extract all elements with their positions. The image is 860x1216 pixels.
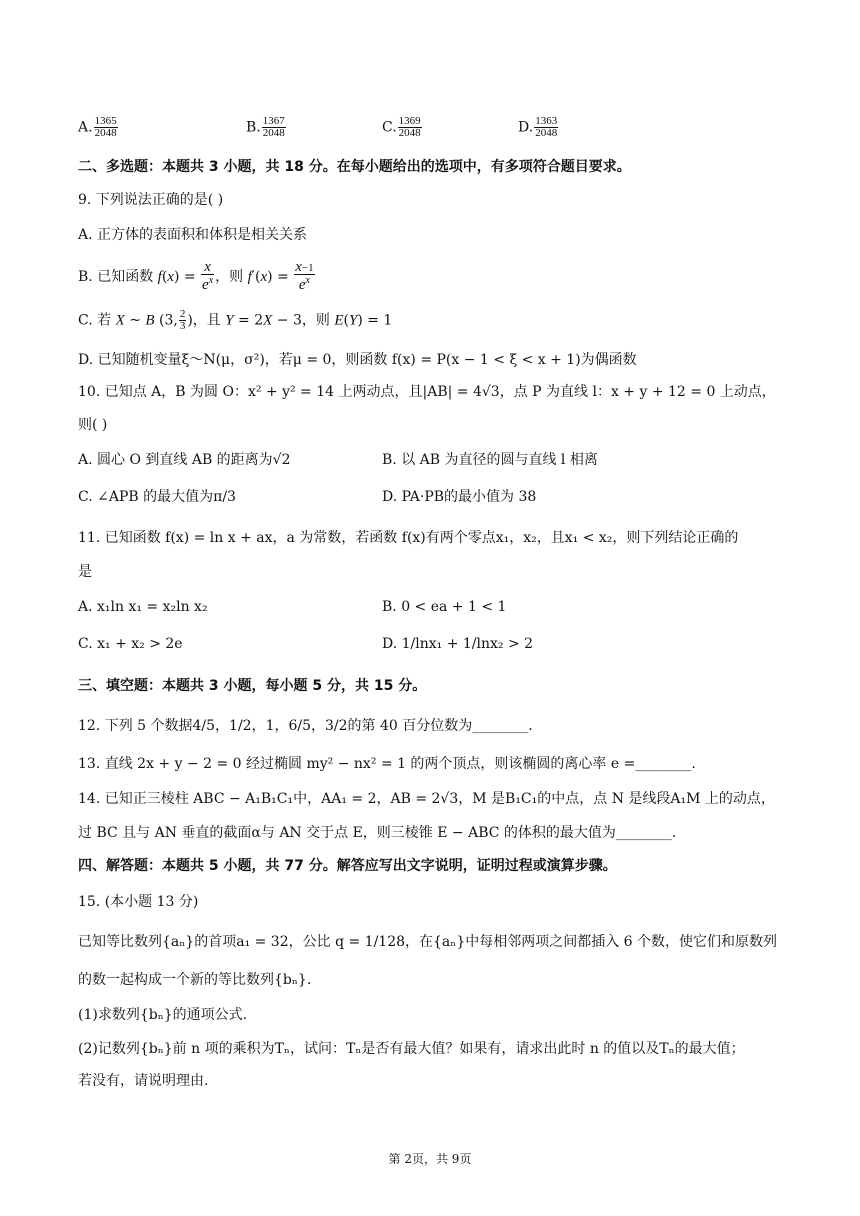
q8-option-d: D. $\frac{1363}{2048}$ [518, 115, 558, 139]
q10-option-c: C. ∠APB 的最大值为π/3 [78, 489, 236, 505]
q10-stem: 10. 已知点 A，B 为圆 O：x² + y² = 14 上两动点，且|AB| = 4√3，点 P 为直线 l：x + y + 12 = 0 上动点， [78, 384, 776, 400]
q10-row-1 [78, 450, 810, 470]
q15-title: 15. (本小题 13 分) [78, 894, 199, 910]
q15-line-2: 的数一起构成一个新的等比数列{bₙ}. [78, 972, 312, 988]
q14-line-2: 过 BC 且与 AN 垂直的截面α与 AN 交于点 E，则三棱锥 E − ABC 的体积的最大值为________. [78, 825, 677, 841]
q9-option-a: A. 正方体的表面积和体积是相关关系 [78, 227, 308, 243]
q9-option-c: C. 若 X ~ B (3, $\frac{2}{3}$ )，且 Y = 2X − 3，则 E(Y) = 1 [78, 308, 393, 332]
q14-line-1: 14. 已知正三棱柱 ABC − A₁B₁C₁中，AA₁ = 2，AB = 2√3，M 是B₁C₁的中点，点 N 是线段A₁M 上的动点， [78, 791, 775, 807]
q10-option-a: A. 圆心 O 到直线 AB 的距离为√2 [78, 452, 291, 468]
q11-row-1 [78, 597, 810, 617]
section-4-heading: 四、解答题：本题共 5 小题，共 77 分。解答应写出文字说明，证明过程或演算步骤。 [78, 858, 617, 874]
q15-part-2-line-2: 若没有，请说明理由. [78, 1073, 209, 1089]
q9-option-b: B. 已知函数 f(x) = $\frac{x}{e^x}$ ，则 f′(x) = $\frac{x-1}{e^x}$ [78, 259, 314, 293]
section-3-heading: 三、填空题：本题共 3 小题，每小题 5 分，共 15 分。 [78, 678, 427, 694]
q11-stem: 11. 已知函数 f(x) = ln x + ax，a 为常数，若函数 f(x)有两个零点x₁，x₂，且x₁ < x₂，则下列结论正确的 [78, 530, 739, 546]
q11-row-2 [78, 634, 810, 654]
q8-option-b: B. $\frac{1367}{2048}$ [246, 115, 285, 139]
q10-row-2 [78, 487, 810, 507]
q8-options [78, 116, 810, 146]
q10-option-b: B. 以 AB 为直径的圆与直线 l 相离 [382, 452, 598, 468]
q15-line-1: 已知等比数列{aₙ}的首项a₁ = 32，公比 q = 1/128，在{aₙ}中每相邻两项之间都插入 6 个数，使它们和原数列 [78, 934, 778, 950]
q13: 13. 直线 2x + y − 2 = 0 经过椭圆 my² − nx² = 1 的两个顶点，则该椭圆的离心率 e =________. [78, 756, 696, 772]
page-footer: 第 2页，共 9页 [388, 1152, 472, 1166]
q11-option-b: B. 0 < ea + 1 < 1 [382, 599, 507, 615]
q9-stem: 9. 下列说法正确的是( ) [78, 192, 224, 208]
q12: 12. 下列 5 个数据4/5，1/2，1，6/5，3/2的第 40 百分位数为________. [78, 718, 533, 734]
section-2-heading: 二、多选题：本题共 3 小题，共 18 分。在每小题给出的选项中，有多项符合题目要求。 [78, 159, 631, 175]
q15-part-2-line-1: (2)记数列{bₙ}前 n 项的乘积为Tₙ，试问：Tₙ是否有最大值？如果有，请求出此时 n 的值以及Tₙ的最大值； [78, 1041, 745, 1057]
q8-option-c: C. $\frac{1369}{2048}$ [382, 115, 421, 139]
q11-option-d: D. 1/lnx₁ + 1/lnx₂ > 2 [382, 636, 534, 652]
q9-option-d: D. 已知随机变量ξ～N(μ，σ²)，若μ = 0，则函数 f(x) = P(x − 1 < ξ < x + 1)为偶函数 [78, 352, 637, 368]
q8-option-a: A. $\frac{1365}{2048}$ [78, 115, 117, 139]
q11-option-a: A. x₁ln x₁ = x₂ln x₂ [78, 599, 208, 615]
q10-stem-cont: 则( ) [78, 417, 108, 433]
q15-part-1: (1)求数列{bₙ}的通项公式. [78, 1007, 248, 1023]
q11-option-c: C. x₁ + x₂ > 2e [78, 636, 183, 652]
q10-option-d: D. PA·PB的最小值为 38 [382, 489, 537, 505]
q11-stem-cont: 是 [78, 564, 92, 580]
